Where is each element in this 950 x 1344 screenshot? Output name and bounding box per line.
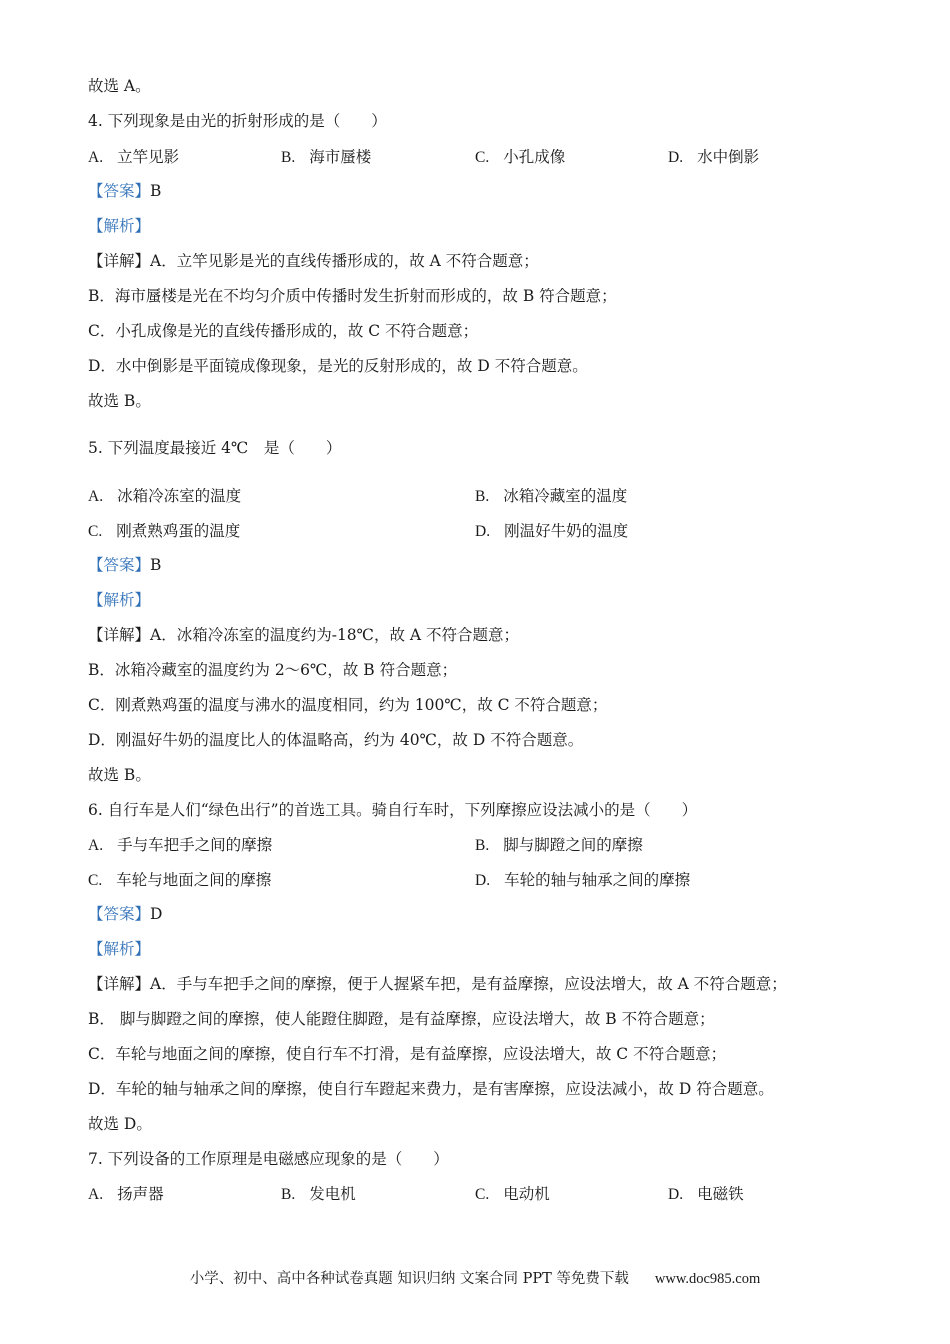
q6-analysis-heading: 【解析】 (88, 940, 151, 958)
q4-detail-b: B．海市蜃楼是光在不均匀介质中传播时发生折射而形成的，故 B 符合题意； (88, 287, 617, 305)
footer-link[interactable]: www.doc985.com (654, 1271, 761, 1287)
q5-option-a: A. 冰箱冷冻室的温度 (88, 487, 242, 505)
q7-option-c: C. 电动机 (475, 1185, 550, 1203)
q6-detail-a: 【详解】A．手与车把手之间的摩擦，便于人握紧车把，是有益摩擦，应设法增大，故 A 不符合题意； (88, 975, 787, 993)
q7-option-a: A. 扬声器 (88, 1185, 164, 1203)
q7-option-b: B. 发电机 (281, 1185, 356, 1203)
q4-question: 4. 下列现象是由光的折射形成的是（ ） (88, 112, 387, 130)
q5-question: 5. 下列温度最接近 4℃ 是（ ） (88, 439, 342, 457)
q4-option-c: C. 小孔成像 (475, 148, 566, 166)
q5-detail-b: B．冰箱冷藏室的温度约为 2～6℃，故 B 符合题意； (88, 661, 458, 679)
q5-analysis-heading: 【解析】 (88, 591, 151, 609)
q6-answer: 【答案】D (88, 905, 163, 923)
q4-detail-d: D．水中倒影是平面镜成像现象，是光的反射形成的，故 D 不符合题意。 (88, 357, 588, 375)
q6-option-a: A. 手与车把手之间的摩擦 (88, 836, 273, 854)
q6-question: 6. 自行车是人们“绿色出行”的首选工具。骑自行车时，下列摩擦应设法减小的是（ ） (88, 801, 698, 819)
q5-option-b: B. 冰箱冷藏室的温度 (475, 487, 628, 505)
q6-detail-b: B． 脚与脚蹬之间的摩擦，使人能蹬住脚蹬，是有益摩擦，应设法增大，故 B 不符合题意； (88, 1010, 715, 1028)
q4-option-a: A. 立竿见影 (88, 148, 180, 166)
q5-detail-a: 【详解】A．冰箱冷冻室的温度约为-18℃，故 A 不符合题意； (88, 626, 520, 644)
q5-answer: 【答案】B (88, 556, 162, 574)
q4-detail-c: C．小孔成像是光的直线传播形成的，故 C 不符合题意； (88, 322, 479, 340)
q6-option-c: C. 车轮与地面之间的摩擦 (88, 871, 272, 889)
q6-option-d: D. 车轮的轴与轴承之间的摩擦 (475, 871, 691, 889)
q6-detail-d: D．车轮的轴与轴承之间的摩擦，使自行车蹬起来费力，是有害摩擦，应设法减小，故 D 符合题意。 (88, 1080, 774, 1098)
q7-question: 7. 下列设备的工作原理是电磁感应现象的是（ ） (88, 1150, 449, 1168)
q6-detail-c: C．车轮与地面之间的摩擦，使自行车不打滑，是有益摩擦，应设法增大，故 C 不符合题意； (88, 1045, 727, 1063)
q4-answer: 【答案】B (88, 182, 162, 200)
q4-option-d: D. 水中倒影 (668, 148, 760, 166)
q5-conclusion: 故选 B。 (88, 766, 151, 784)
q7-option-d: D. 电磁铁 (668, 1185, 744, 1203)
q5-option-c: C. 刚煮熟鸡蛋的温度 (88, 522, 241, 540)
q4-option-b: B. 海市蜃楼 (281, 148, 372, 166)
page-footer (0, 1268, 950, 1290)
q5-detail-c: C．刚煮熟鸡蛋的温度与沸水的温度相同，约为 100℃，故 C 不符合题意； (88, 696, 608, 714)
q6-option-b: B. 脚与脚蹬之间的摩擦 (475, 836, 643, 854)
q4-conclusion: 故选 B。 (88, 392, 151, 410)
q5-option-d: D. 刚温好牛奶的温度 (475, 522, 629, 540)
q6-conclusion: 故选 D。 (88, 1115, 152, 1133)
q3-conclusion: 故选 A。 (88, 77, 151, 95)
q4-detail-a: 【详解】A．立竿见影是光的直线传播形成的，故 A 不符合题意； (88, 252, 539, 270)
q4-analysis-heading: 【解析】 (88, 217, 151, 235)
footer-text: 小学、初中、高中各种试卷真题 知识归纳 文案合同 PPT 等免费下载 (189, 1271, 629, 1287)
q5-detail-d: D．刚温好牛奶的温度比人的体温略高，约为 40℃，故 D 不符合题意。 (88, 731, 584, 749)
